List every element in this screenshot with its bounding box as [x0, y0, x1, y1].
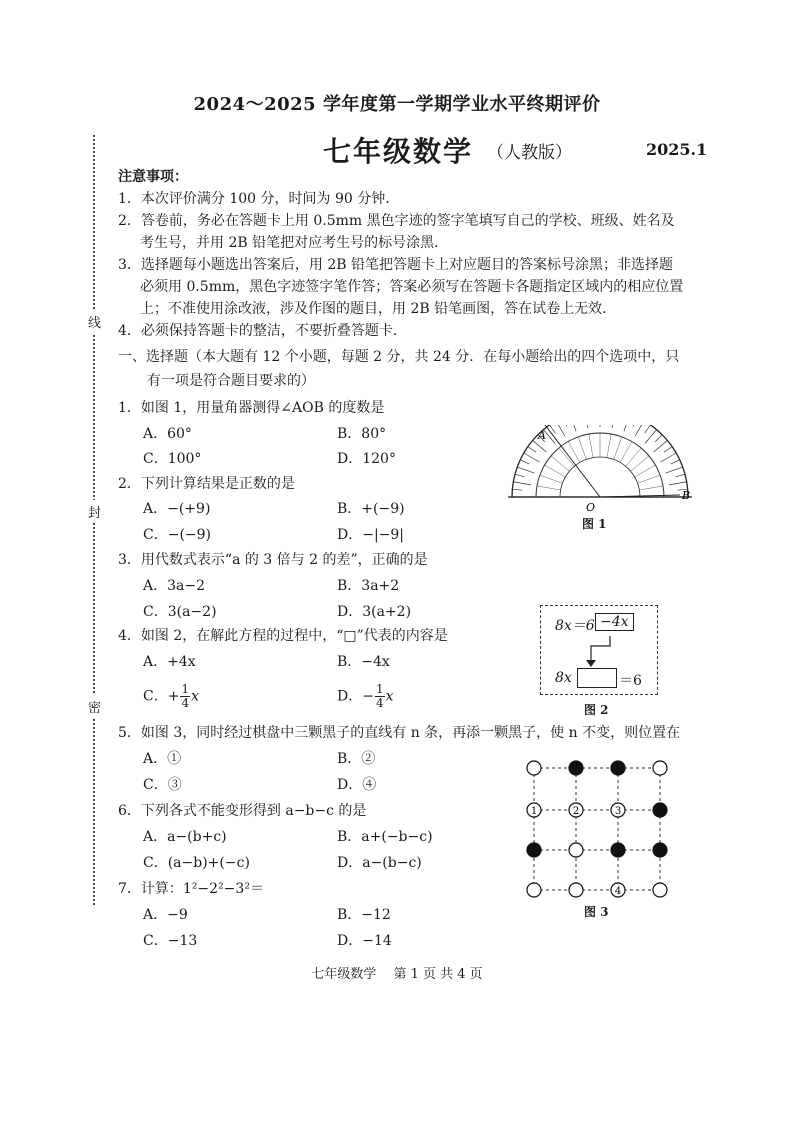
exam-title-top: 2024～2025 学年度第一学期学业水平终期评价 — [193, 94, 601, 115]
protractor-radial-line — [635, 465, 656, 477]
protractor-tick — [645, 430, 657, 444]
protractor-tick — [654, 440, 668, 452]
protractor-tick — [512, 489, 522, 490]
white-stone — [527, 883, 541, 897]
option-d: D．④ — [337, 777, 377, 793]
protractor-tick — [624, 425, 630, 431]
fraction — [180, 683, 190, 710]
protractor-tick — [556, 425, 565, 436]
white-stone — [569, 843, 583, 857]
notice-line: 上；不准使用涂改液，涉及作图的题目，用 2B 铅笔画图，答在试卷上无效． — [140, 301, 617, 317]
protractor-radial-line — [578, 437, 586, 460]
protractor-tick — [563, 425, 567, 426]
option-c: C．−(−9) — [143, 527, 212, 543]
board-grid — [534, 768, 660, 890]
notice-line: 考生号，并用 2B 铅笔把对应考生号的标号涂黑． — [140, 235, 449, 251]
fraction-numerator: 1 — [375, 682, 384, 696]
protractor-tick — [645, 425, 651, 433]
white-stone — [653, 761, 667, 775]
label-o: O — [586, 501, 596, 514]
protractor-radial-line — [638, 475, 661, 483]
black-stone — [569, 761, 583, 775]
protractor-center-arc — [560, 457, 640, 497]
ray-oa — [542, 425, 600, 497]
protractor-tick — [513, 482, 531, 485]
protractor-tick — [635, 425, 644, 436]
protractor-tick — [528, 447, 536, 453]
protractor-tick — [669, 482, 687, 485]
protractor-tick — [664, 447, 672, 453]
option-d-prefix: D．− — [337, 688, 374, 705]
binding-char-mi: 密 — [88, 695, 101, 718]
protractor-radial-line — [540, 475, 563, 483]
question-stem: 1．如图 1，用量角器测得∠AOB 的度数是 — [118, 400, 385, 416]
protractor-radial-line — [559, 448, 574, 466]
option-c-suffix: x — [191, 688, 199, 705]
black-stone — [611, 843, 625, 857]
option-c: C．③ — [143, 777, 182, 793]
option-a: A．+4x — [143, 654, 196, 670]
label-a: A — [538, 429, 546, 442]
option-b: B．−4x — [337, 654, 390, 670]
option-c: C．(a−b)+(−c) — [143, 855, 250, 871]
protractor-tick — [655, 435, 662, 442]
protractor-tick — [517, 467, 534, 473]
option-a: A．60° — [143, 426, 192, 442]
black-stone — [527, 843, 541, 857]
white-stone — [569, 883, 583, 897]
protractor-tick — [585, 425, 588, 428]
protractor-radial-line — [631, 456, 649, 471]
label-b: B — [682, 489, 691, 502]
protractor-tick — [675, 474, 685, 477]
question-stem: 2．下列计算结果是正数的是 — [118, 476, 295, 492]
board-stones — [527, 761, 667, 897]
protractor-tick — [661, 453, 677, 462]
protractor-tick — [515, 474, 525, 477]
white-stone — [527, 761, 541, 775]
binding-char-feng: 封 — [88, 500, 101, 523]
black-stone — [653, 843, 667, 857]
option-c: C．3(a−2) — [143, 604, 217, 620]
fraction-denominator: 4 — [375, 696, 384, 710]
option-b: B．3a+2 — [337, 578, 400, 594]
protractor-radial-line — [607, 434, 611, 458]
position-mark-label: 4 — [614, 886, 622, 897]
notice-line: 3．选择题每小题选出答案后，用 2B 铅笔把答题卡上对应题目的答案标号涂黑；非选择题 — [118, 257, 674, 273]
option-a: A．−(+9) — [143, 501, 211, 517]
option-b: B．80° — [337, 426, 387, 442]
protractor-radial-line — [626, 448, 641, 466]
figure-1-caption: 图 1 — [582, 517, 607, 531]
protractor-radial-line — [537, 486, 561, 490]
question-stem: 4．如图 2，在解此方程的过程中，“□”代表的内容是 — [118, 628, 448, 644]
protractor-radial-line — [545, 465, 566, 477]
figure-3-caption: 图 3 — [584, 905, 609, 919]
protractor-tick — [533, 440, 547, 452]
fraction — [375, 683, 385, 710]
option-b: B．a+(−b−c) — [337, 829, 433, 845]
position-mark-label: 2 — [572, 806, 580, 817]
question-stem: 3．用代数式表示“a 的 3 倍与 2 的差”，正确的是 — [118, 552, 428, 568]
option-d: D．−14 — [337, 933, 392, 949]
figure-2-caption: 图 2 — [584, 703, 609, 717]
notice-heading: 注意事项： — [118, 169, 188, 185]
equation-2-left: 8x — [555, 670, 572, 686]
option-a: A．a−(b+c) — [143, 829, 227, 845]
exam-date: 2025.1 — [646, 140, 708, 159]
protractor-radial-line — [551, 456, 569, 471]
protractor-radial-line — [568, 442, 580, 463]
question-stem: 5．如图 3，同时经过棋盘中三颗黑子的直线有 n 条，再添一颗黑子，使 n 不变，则位置在 — [118, 725, 681, 741]
black-stone — [653, 803, 667, 817]
option-b: B．+(−9) — [337, 501, 405, 517]
section-heading-cont: 有一项是符合题目要求的） — [147, 373, 315, 389]
notice-line: 1．本次评价满分 100 分，时间为 90 分钟． — [118, 191, 400, 207]
exam-title-main: 七年级数学 — [323, 135, 474, 168]
notice-line: 4．必须保持答题卡的整洁，不要折叠答题卡． — [118, 323, 407, 339]
option-c-prefix: C．+ — [143, 688, 180, 705]
option-d: D．120° — [337, 451, 396, 467]
option-c: C．−13 — [143, 933, 198, 949]
option-a: A．① — [143, 751, 182, 767]
protractor-tick — [633, 425, 637, 426]
equation-2-blank-box — [577, 668, 617, 688]
notice-line: 2．答卷前，务必在答题卡上用 0.5mm 黑色字迹的签字笔填写自己的学校、班级、姓名及 — [118, 213, 675, 229]
option-d: D．a−(b−c) — [337, 855, 422, 871]
notice-line: 必须用 0.5mm，黑色字迹签字笔作答；答案必须写在答题卡各题指定区域内的相应位置 — [140, 279, 684, 295]
protractor-tick — [520, 460, 529, 464]
question-stem: 6．下列各式不能变形得到 a−b−c 的是 — [118, 803, 367, 819]
black-stone — [611, 761, 625, 775]
equation-1-boxed-term: −4x — [595, 613, 634, 631]
option-d — [337, 683, 394, 710]
fraction-numerator: 1 — [181, 682, 190, 696]
option-b: B．② — [337, 751, 376, 767]
figure-2-arrow — [585, 636, 615, 668]
fraction-denominator: 4 — [181, 696, 190, 710]
option-a: A．3a−2 — [143, 578, 206, 594]
protractor-tick — [570, 425, 576, 431]
protractor-tick — [612, 425, 615, 428]
section-heading: 一、选择题（本大题有 12 个小题，每题 2 分，共 24 分．在每小题给出的四个选项中，只 — [118, 349, 680, 365]
option-d: D．3(a+2) — [337, 604, 412, 620]
option-d-suffix: x — [385, 688, 394, 705]
protractor-tick — [524, 453, 540, 462]
binding-char-xian: 线 — [88, 310, 101, 333]
protractor-radial-line — [620, 442, 632, 463]
page-footer: 七年级数学 第 1 页 共 4 页 — [311, 967, 483, 982]
option-b: B．−12 — [337, 907, 391, 923]
protractor-radial-line — [639, 486, 663, 490]
option-a: A．−9 — [143, 907, 188, 923]
white-stone — [653, 883, 667, 897]
protractor-radial-line — [614, 437, 622, 460]
option-c: C．100° — [143, 451, 202, 467]
figure-3-board — [522, 760, 672, 898]
equation-2-right: ＝6 — [619, 673, 642, 689]
protractor-radial-line — [589, 434, 593, 458]
protractor-tick — [666, 467, 683, 473]
figure-2-box — [540, 605, 658, 695]
option-d: D．−|−9| — [337, 527, 405, 543]
position-mark-label: 1 — [530, 806, 538, 817]
question-stem: 7．计算：1²−2²−3²＝ — [118, 881, 264, 897]
exam-edition: （人教版） — [487, 143, 572, 163]
equation-1-left: 8x＝6 — [555, 618, 595, 634]
protractor-tick — [671, 460, 680, 464]
position-mark-label: 3 — [614, 806, 622, 817]
option-c — [143, 683, 199, 710]
